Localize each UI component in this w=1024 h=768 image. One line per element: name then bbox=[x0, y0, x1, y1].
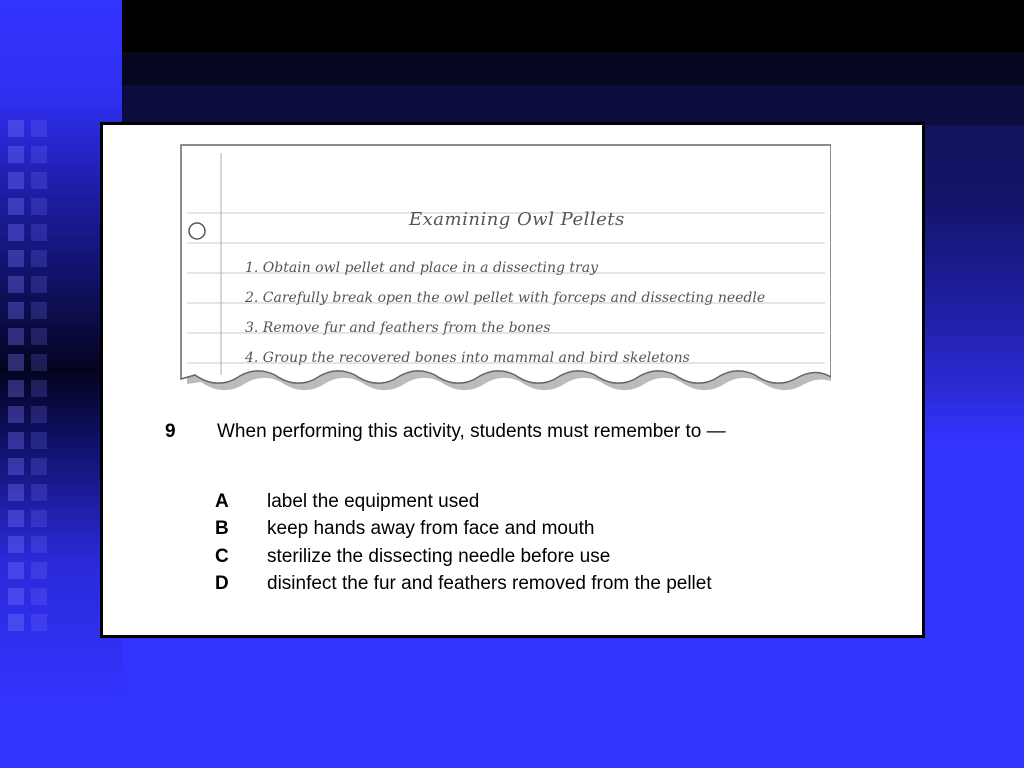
answer-choice-a[interactable] bbox=[215, 488, 712, 516]
answer-choice-b[interactable] bbox=[215, 516, 712, 544]
choice-text: sterilize the dissecting needle before use bbox=[267, 545, 611, 567]
worksheet-step: 1. Obtain owl pellet and place in a dissecting tray bbox=[245, 260, 598, 276]
decorative-tiles bbox=[8, 120, 54, 640]
answer-choice-d[interactable] bbox=[215, 571, 712, 599]
choice-letter: B bbox=[215, 518, 229, 540]
choice-letter: A bbox=[215, 490, 229, 512]
question-number: 9 bbox=[165, 421, 176, 442]
question-prompt: When performing this activity, students must remember to — bbox=[217, 421, 726, 442]
choice-letter: C bbox=[215, 545, 229, 567]
question-card bbox=[100, 122, 925, 638]
answer-choices bbox=[215, 488, 712, 598]
answer-choice-c[interactable] bbox=[215, 543, 712, 571]
choice-text: keep hands away from face and mouth bbox=[267, 518, 595, 540]
worksheet-title: Examining Owl Pellets bbox=[409, 209, 625, 230]
worksheet-step: 4. Group the recovered bones into mammal and bird skeletons bbox=[245, 350, 690, 366]
notebook-paper-image bbox=[179, 143, 831, 391]
worksheet-steps bbox=[245, 253, 765, 373]
choice-letter: D bbox=[215, 573, 229, 595]
choice-text: label the equipment used bbox=[267, 490, 480, 512]
choice-text: disinfect the fur and feathers removed from the pellet bbox=[267, 573, 712, 595]
worksheet-step: 2. Carefully break open the owl pellet with forceps and dissecting needle bbox=[245, 290, 766, 306]
worksheet-step: 3. Remove fur and feathers from the bones bbox=[245, 320, 551, 336]
